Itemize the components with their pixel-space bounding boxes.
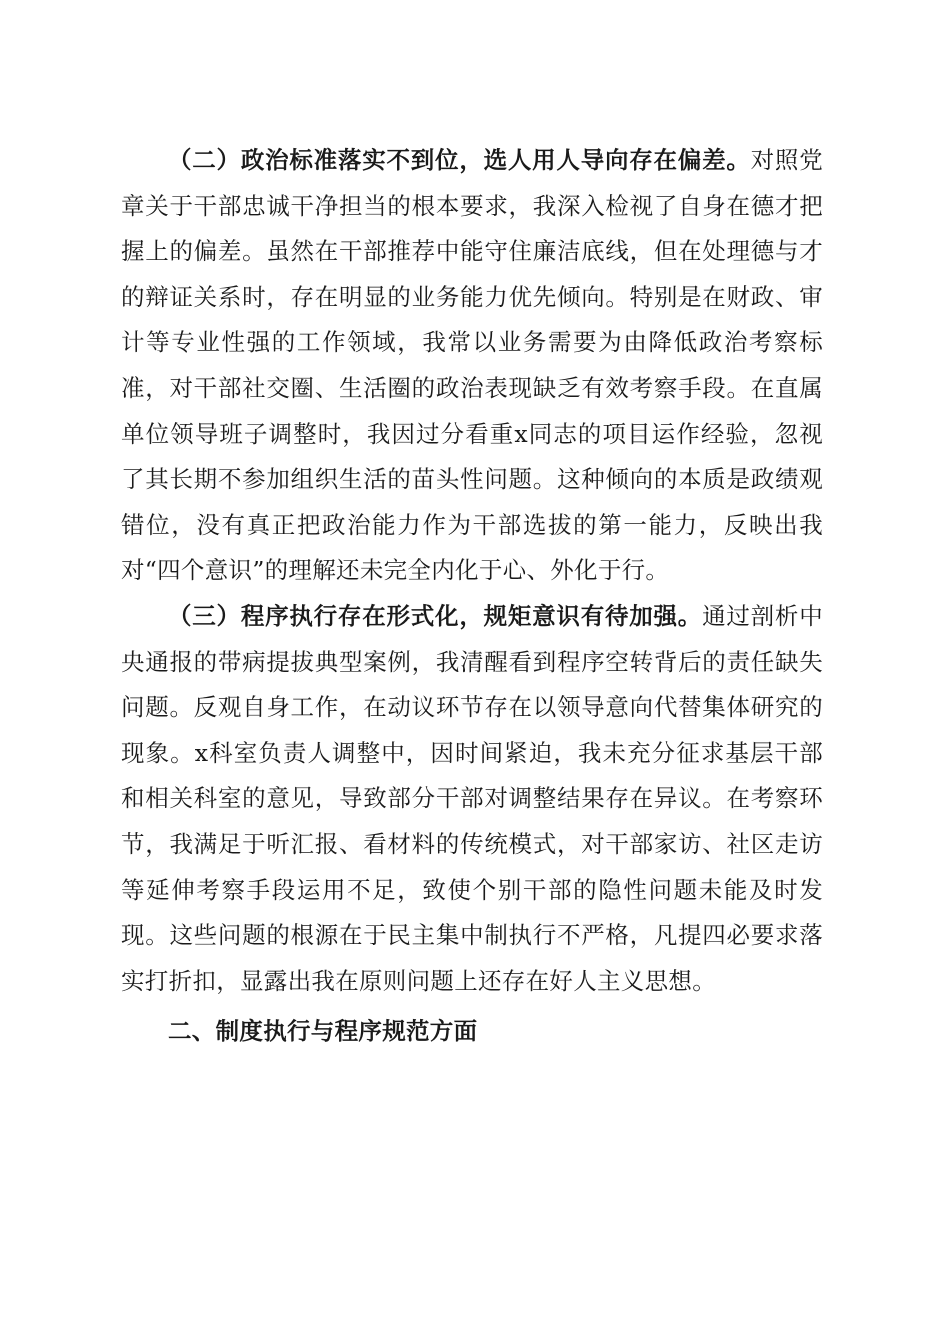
paragraph-body: 通过剖析中央通报的带病提拔典型案例，我清醒看到程序空转背后的责任缺失问题。反观自身工作，在动议环节存在以领导意向代替集体研究的现象。x科室负责人调整中，因时间紧迫，我未充分征求基层干部和相关科室的意见，导致部分干部对调整结果存在异议。在考察环节，我满足于听汇报、看材料的传统模式，对干部家访、社区走访等延伸考察手段运用不足，致使个别干部的隐性问题未能及时发现。这些问题的根源在于民主集中制执行不严格，凡提四必要求落实打折扣，显露出我在原则问题上还存在好人主义思想。 bbox=[121, 601, 823, 995]
document-body bbox=[121, 138, 823, 1055]
section-heading: 二、制度执行与程序规范方面 bbox=[168, 1017, 478, 1046]
paragraph-body: 对照党章关于干部忠诚干净担当的根本要求，我深入检视了自身在德才把握上的偏差。虽然在干部推荐中能守住廉洁底线，但在处理德与才的辩证关系时，存在明显的业务能力优先倾向。特别是在财政、审计等专业性强的工作领域，我常以业务需要为由降低政治考察标准，对干部社交圈、生活圈的政治表现缺乏有效考察手段。在直属单位领导班子调整时，我因过分看重x同志的项目运作经验，忽视了其长期不参加组织生活的苗头性问题。这种倾向的本质是政绩观错位，没有真正把政治能力作为干部选拔的第一能力，反映出我对“四个意识”的理解还未完全内化于心、外化于行。 bbox=[121, 146, 823, 585]
paragraph-political-standards bbox=[121, 138, 823, 594]
paragraph-lead: （二）政治标准落实不到位，选人用人导向存在偏差。 bbox=[168, 146, 751, 174]
paragraph-lead: （三）程序执行存在形式化，规矩意识有待加强。 bbox=[168, 601, 703, 630]
paragraph-procedure-execution bbox=[121, 594, 823, 1004]
